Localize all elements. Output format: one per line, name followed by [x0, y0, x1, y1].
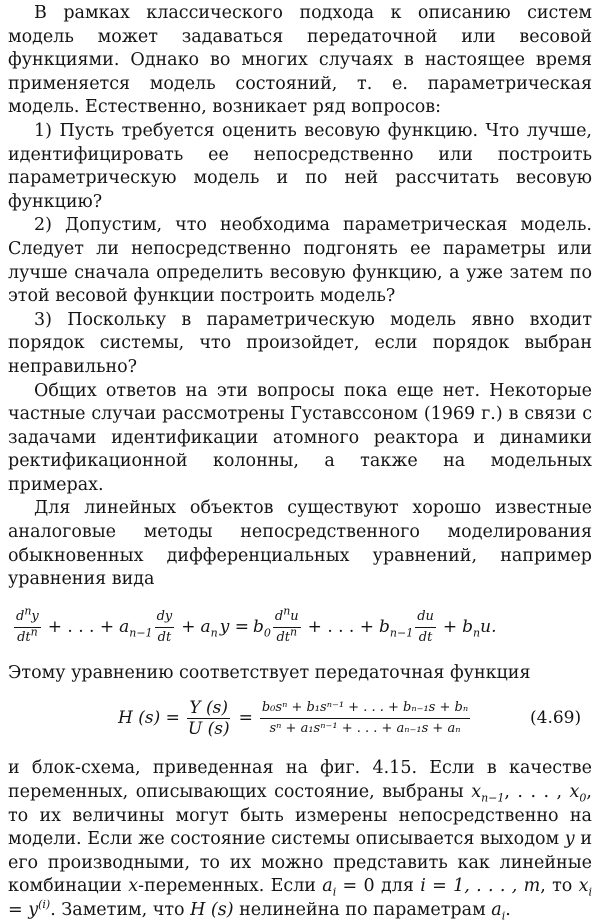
coef-b-n-1: $b_{n-1}$	[379, 617, 414, 640]
plus: +	[442, 617, 458, 638]
x-i-equals-y-i: $x_i = y^{(i)}$	[8, 876, 593, 920]
ratio-y-u	[186, 698, 232, 739]
frac-num: $d^ny$	[14, 607, 41, 628]
plus-ellipsis: + . . . +	[307, 617, 374, 638]
tf-polynomial-ratio	[260, 698, 470, 739]
term-du-dt	[415, 607, 436, 648]
paragraph-intro: В рамках классического подхода к описанию систем модель может задаваться передаточной или весовой функциями. Однако во многих случаях в настоящее время применяется модель состояний, т. е. параметрическая модель. Естественно, возникает ряд вопросов:	[8, 3, 592, 118]
x-var: x	[128, 876, 139, 897]
paragraph-answers: Общих ответов на эти вопросы пока еще нет. Некоторые частные случаи рассмотрены Густавссоном (1969 г.) в связи с задачами идентификации атомного реактора и динамики ректификационной колонны, а также на модельных примерах.	[8, 380, 592, 495]
paragraph-block-diagram: и блок-схема, приведенная на фиг. 4.15. Если в качестве переменных, описывающих состояние, выбраны $x_{n-1}$, . . . , $x_0$, то их величины могут быть измерены непосредственно на модели. Если же состояние системы описывается выходом y и его производными, то их можно представить как линейные комбинации x-переменных. Если $a_i = 0$ для i = 1, . . . , m, то $x_i = y^{(i)}$. Заметим, что H (s) нелинейна по параметрам $a_i$.	[8, 758, 593, 923]
paragraph-question-2: 2) Допустим, что необходима параметрическая модель. Следует ли непосредственно подгонять ее параметры или лучше сначала определить весовую функцию, а уже затем по этой весовой функции построить модель?	[8, 215, 592, 307]
frac-den: $dt^n$	[276, 626, 298, 646]
equation-number: (4.69)	[530, 707, 582, 728]
frac-num: Y (s)	[189, 697, 229, 718]
y-equals: y =	[219, 617, 249, 638]
frac-num: $d^nu$	[273, 607, 301, 628]
a-i-condition: $a_i = 0$	[322, 876, 375, 899]
paragraph-transfer-function: Этому уравнению соответствует передаточная функция	[8, 662, 531, 683]
coef-b0: $b_0$	[252, 617, 271, 640]
coef-a-n: $a_n$	[200, 617, 218, 640]
term-dny-dtn	[14, 607, 41, 648]
x-range: $x_{n-1}$, . . . , $x_0$	[471, 782, 587, 805]
plus: +	[181, 617, 196, 638]
coef-b-n: $b_n$	[462, 617, 481, 640]
frac-num: dy	[155, 607, 175, 628]
frac-den: U (s)	[187, 718, 230, 739]
differential-equation	[12, 598, 592, 658]
y-var: y	[564, 829, 575, 850]
tf-denominator: sⁿ + a₁sⁿ⁻¹ + . . . + aₙ₋₁s + aₙ	[269, 720, 461, 736]
paragraph-question-1: 1) Пусть требуется оценить весовую функцию. Что лучше, идентифицировать ее непосредственно или построить параметрическую модель и по ней рассчитать весовую функцию?	[8, 120, 592, 212]
paragraph-linear-objects: Для линейных объектов существуют хорошо известные аналоговые методы непосредственного моделирования обыкновенных дифференциальных уравнений, например уравнения вида	[8, 498, 592, 590]
plus-ellipsis: + . . . +	[47, 617, 115, 638]
h-of-s: H (s) =	[118, 707, 180, 728]
u-end: u.	[480, 617, 497, 638]
frac-num: du	[415, 607, 436, 628]
parameters-a-i: $a_i$	[491, 900, 506, 923]
tf-numerator: b₀sⁿ + b₁sⁿ⁻¹ + . . . + bₙ₋₁s + bₙ	[260, 698, 470, 719]
transfer-function-equation	[118, 689, 592, 747]
paragraph-question-3: 3) Поскольку в параметрическую модель явно входит порядок системы, что произойдет, если порядок выбран неправильно?	[8, 309, 592, 377]
coef-a-n-1: $a_{n-1}$	[119, 617, 153, 640]
frac-den: $dt^n$	[17, 626, 38, 646]
frac-den: dt	[157, 630, 172, 646]
term-dnu-dtn	[273, 607, 301, 648]
h-of-s-inline: H (s)	[190, 900, 234, 920]
i-range: i = 1, . . . , m	[420, 876, 541, 897]
equals: =	[238, 707, 253, 728]
term-dy-dt	[155, 607, 175, 648]
frac-den: dt	[418, 630, 433, 646]
